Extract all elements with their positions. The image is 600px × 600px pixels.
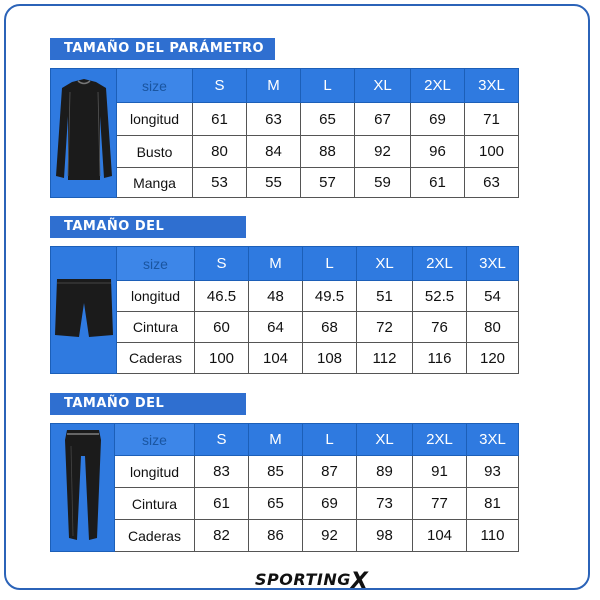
table-cell: 88 (301, 136, 355, 168)
size-header: L (303, 424, 357, 456)
size-header: XL (355, 69, 411, 103)
table-cell: 60 (195, 312, 249, 343)
table-cell: 69 (411, 103, 465, 136)
table-cell: 48 (249, 281, 303, 312)
table-cell: 84 (247, 136, 301, 168)
table-cell: 80 (467, 312, 519, 343)
table-cell: 92 (303, 520, 357, 552)
table-row (51, 456, 519, 488)
table-row (51, 103, 519, 136)
table-cell: 61 (411, 168, 465, 198)
table-cell: 86 (249, 520, 303, 552)
table-cell: 83 (195, 456, 249, 488)
row-label: longitud (117, 103, 193, 136)
table-cell: 92 (355, 136, 411, 168)
table-cell: 100 (465, 136, 519, 168)
size-header: M (249, 424, 303, 456)
size-header: L (303, 247, 357, 281)
table-cell: 46.5 (195, 281, 249, 312)
size-header: M (249, 247, 303, 281)
table-cell: 65 (249, 488, 303, 520)
table-cell: 63 (247, 103, 301, 136)
table-cell: 61 (195, 488, 249, 520)
table-row (51, 136, 519, 168)
row-label: Manga (117, 168, 193, 198)
table-cell: 73 (357, 488, 413, 520)
brand-logo (255, 566, 369, 594)
table-cell: 98 (357, 520, 413, 552)
table-row (51, 168, 519, 198)
shorts-icon (53, 273, 115, 343)
size-header: 2XL (413, 247, 467, 281)
size-header: XL (357, 424, 413, 456)
table-row (51, 343, 519, 374)
table-cell: 76 (413, 312, 467, 343)
section-title-shorts: TAMAÑO DEL (50, 216, 246, 238)
table-cell: 100 (195, 343, 249, 374)
row-label: longitud (117, 281, 195, 312)
section-title-shirt: TAMAÑO DEL PARÁMETRO (50, 38, 275, 60)
row-label: longitud (115, 456, 195, 488)
size-header-label: size (115, 424, 195, 456)
size-header-label: size (117, 247, 195, 281)
table-cell: 87 (303, 456, 357, 488)
size-header: 2XL (411, 69, 465, 103)
table-cell: 65 (301, 103, 355, 136)
table-cell: 112 (357, 343, 413, 374)
table-cell: 68 (303, 312, 357, 343)
table-cell: 69 (303, 488, 357, 520)
leggings-icon (55, 426, 111, 546)
table-cell: 110 (467, 520, 519, 552)
table-cell: 63 (465, 168, 519, 198)
table-cell: 91 (413, 456, 467, 488)
size-header: L (301, 69, 355, 103)
brand-logo-mark: X (350, 569, 369, 594)
table-cell: 55 (247, 168, 301, 198)
table-row (51, 520, 519, 552)
table-cell: 49.5 (303, 281, 357, 312)
row-label: Caderas (117, 343, 195, 374)
table-cell: 64 (249, 312, 303, 343)
table-cell: 85 (249, 456, 303, 488)
row-label: Cintura (115, 488, 195, 520)
leggings-image (51, 424, 115, 552)
table-cell: 80 (193, 136, 247, 168)
size-table-shirt (50, 68, 519, 198)
table-cell: 96 (411, 136, 465, 168)
table-cell: 71 (465, 103, 519, 136)
table-cell: 59 (355, 168, 411, 198)
table-cell: 72 (357, 312, 413, 343)
size-header: 3XL (467, 424, 519, 456)
table-cell: 77 (413, 488, 467, 520)
table-cell: 104 (413, 520, 467, 552)
size-table-leggings (50, 423, 519, 552)
table-cell: 104 (249, 343, 303, 374)
brand-logo-text: SPORTING (255, 570, 351, 589)
size-header: S (195, 424, 249, 456)
size-header: M (247, 69, 301, 103)
row-label: Caderas (115, 520, 195, 552)
section-title-leggings: TAMAÑO DEL (50, 393, 246, 415)
size-header: S (195, 247, 249, 281)
size-header: 2XL (413, 424, 467, 456)
row-label: Cintura (117, 312, 195, 343)
table-cell: 81 (467, 488, 519, 520)
table-row (51, 281, 519, 312)
long-sleeve-shirt-icon (54, 76, 114, 186)
size-header: 3XL (467, 247, 519, 281)
size-header: S (193, 69, 247, 103)
table-cell: 61 (193, 103, 247, 136)
shirt-image (51, 69, 117, 198)
table-cell: 116 (413, 343, 467, 374)
size-header-label: size (117, 69, 193, 103)
table-cell: 57 (301, 168, 355, 198)
size-header: 3XL (465, 69, 519, 103)
row-label: Busto (117, 136, 193, 168)
size-header: XL (357, 247, 413, 281)
table-cell: 89 (357, 456, 413, 488)
table-cell: 53 (193, 168, 247, 198)
size-table-shorts (50, 246, 519, 374)
shorts-image (51, 247, 117, 374)
table-cell: 67 (355, 103, 411, 136)
table-cell: 51 (357, 281, 413, 312)
table-row (51, 312, 519, 343)
table-row (51, 488, 519, 520)
table-cell: 82 (195, 520, 249, 552)
table-cell: 93 (467, 456, 519, 488)
table-cell: 52.5 (413, 281, 467, 312)
table-cell: 54 (467, 281, 519, 312)
table-cell: 120 (467, 343, 519, 374)
table-cell: 108 (303, 343, 357, 374)
